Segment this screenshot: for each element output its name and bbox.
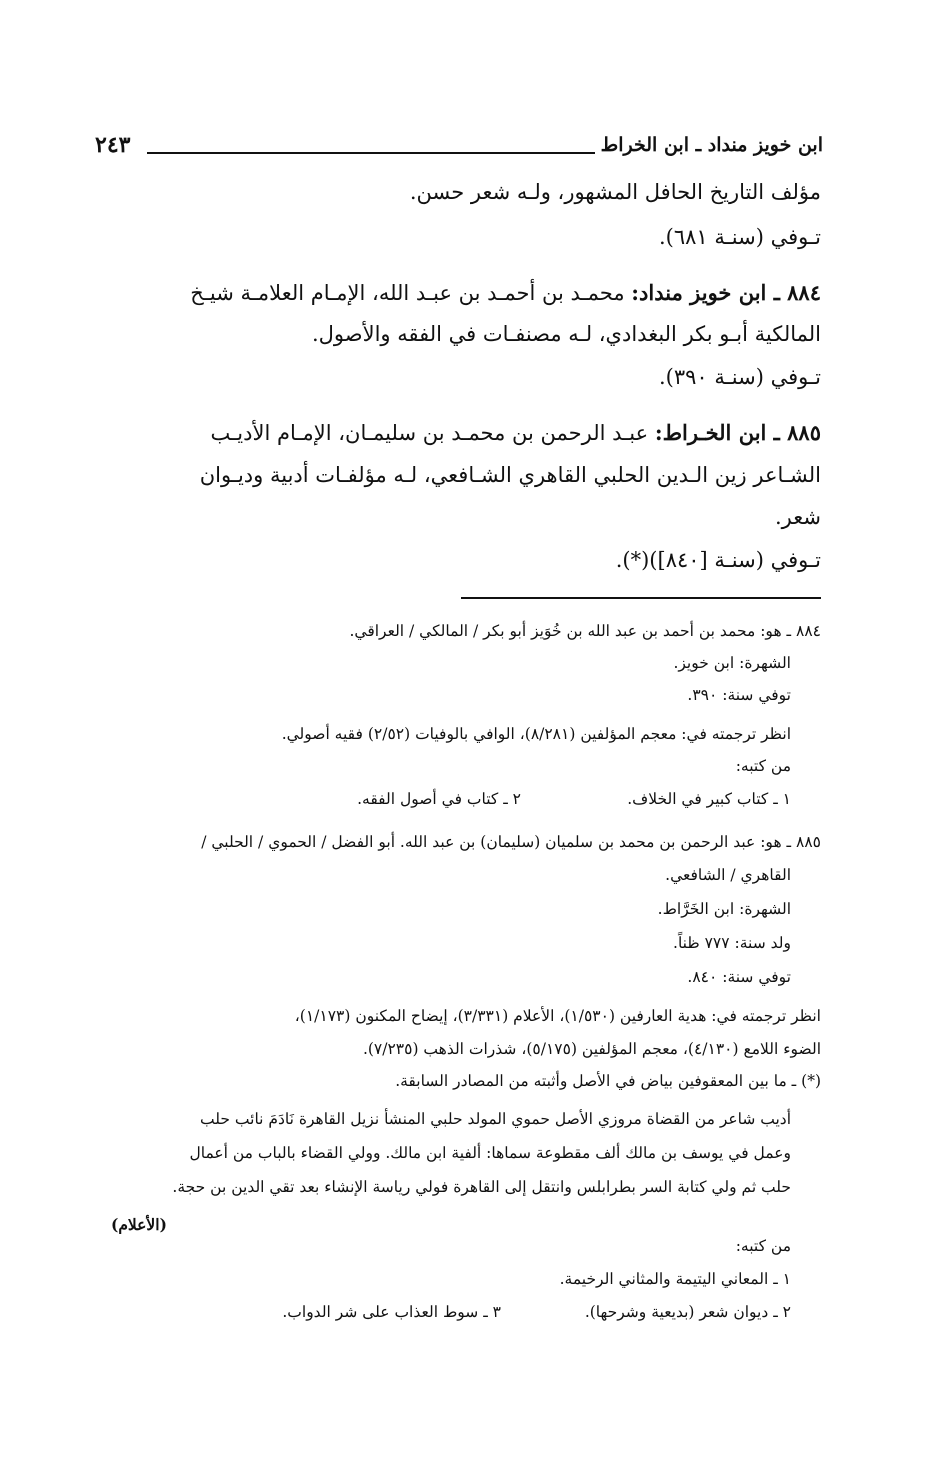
entry-884-line-1 [101,280,821,305]
intro-death: تـوفي (سنـة ٦٨١). [659,225,821,249]
fn-star-book-1: ١ ـ المعاني اليتيمة والمثاني الرخيمة. [559,1270,791,1288]
fn-884-line-1: ٨٨٤ ـ هو: محمد بن أحمد بن عبد الله بن خُوَيز أبو بكر / المالكي / العراقي. [349,622,821,640]
entry-884-text-1: محمـد بن أحمـد بن عبـد الله، الإمـام العلامـة شيـخ [190,281,625,305]
running-header [95,130,823,164]
fn-885-line-2: القاهري / الشافعي. [665,866,791,884]
fn-star-bio-3: حلب ثم ولي كتابة السر بطرابلس وانتقل إلى القاهرة فولي رياسة الإنشاء بعد تقي الدين بن حجة. [172,1178,791,1196]
intro-line: مؤلف التاريخ الحافل المشهور، ولـه شعر حسن. [409,180,821,204]
entry-885-line-2: الشـاعر زين الـدين الحلبي القاهري الشـافعي، لـه مؤلفـات أدبية وديـوان [199,463,821,487]
fn-885-birth: ولد سنة: ٧٧٧ ظناً. [673,934,791,952]
fn-star-book-3: ٣ ـ سوط العذاب على شر الدواب. [282,1303,501,1321]
entry-884-line-2: المالكية أبـو بكر البغدادي، لـه مصنفـات في الفقه والأصول. [312,322,821,346]
entry-884-death: تـوفي (سنـة ٣٩٠). [659,365,821,389]
fn-star-bio-2: وعمل في يوسف بن مالك ألف مقطوعة سماها: ألفية ابن مالك. وولي القضاء بالباب من أعمال [189,1144,791,1162]
fn-884-books-label: من كتبه: [735,757,791,775]
fn-884-fame: الشهرة: ابن خويز. [673,654,791,672]
header-rule [147,152,595,154]
entry-885-death: تـوفي (سنـة [٨٤٠])(*). [615,548,821,572]
entry-885-line-1 [101,420,821,445]
fn-884-book-1: ١ ـ كتاب كبير في الخلاف. [627,790,791,808]
fn-885-refs-2: الضوء اللامع (٤/١٣٠)، معجم المؤلفين (٥/١٧٥)، شذرات الذهب (٧/٢٣٥). [362,1040,821,1058]
fn-884-death: توفي سنة: ٣٩٠. [687,686,791,704]
fn-885-death: توفي سنة: ٨٤٠. [687,968,791,986]
header-title: ابن خويز منداد ـ ابن الخراط [600,134,823,156]
entry-884-head: ٨٨٤ ـ ابن خويز منداد: [631,280,821,305]
page-number: ٢٤٣ [95,132,131,158]
fn-885-refs-1: انظر ترجمته في: هدية العارفين (١/٥٣٠)، الأعلام (٣/٣٣١)، إيضاح المكنون (١/١٧٣)، [294,1007,821,1025]
entry-885-line-3: شعر. [775,505,821,529]
fn-884-book-2: ٢ ـ كتاب في أصول الفقه. [357,790,521,808]
entry-885-head: ٨٨٥ ـ ابن الخـراط: [654,420,821,445]
fn-star-source: (الأعلام) [111,1215,167,1234]
fn-star-note: (*) ـ ما بين المعقوفين بياض في الأصل وأثبته من المصادر السابقة. [395,1072,821,1090]
fn-star-book-2: ٢ ـ ديوان شعر (بديعية وشرحها). [584,1303,791,1321]
fn-star-books-label: من كتبه: [735,1237,791,1255]
entry-885-text-1: عبـد الرحمن بن محمـد بن سليمـان، الإمـام الأديـب [210,421,649,445]
footnote-divider [461,597,821,599]
fn-885-fame: الشهرة: ابن الخَرَّاط. [657,900,791,918]
fn-884-refs: انظر ترجمته في: معجم المؤلفين (٨/٢٨١)، الوافي بالوفيات (٢/٥٢) فقيه أصولي. [281,725,791,743]
fn-star-bio-1: أديب شاعر من القضاة مروزي الأصل حموي المولد حلبي المنشأ نزيل القاهرة نَادَمَ نائب حلب [200,1110,791,1128]
fn-885-line-1: ٨٨٥ ـ هو: عبد الرحمن بن محمد بن سلميان (سليمان) بن عبد الله. أبو الفضل / الحموي / الحلبي / [201,833,821,851]
